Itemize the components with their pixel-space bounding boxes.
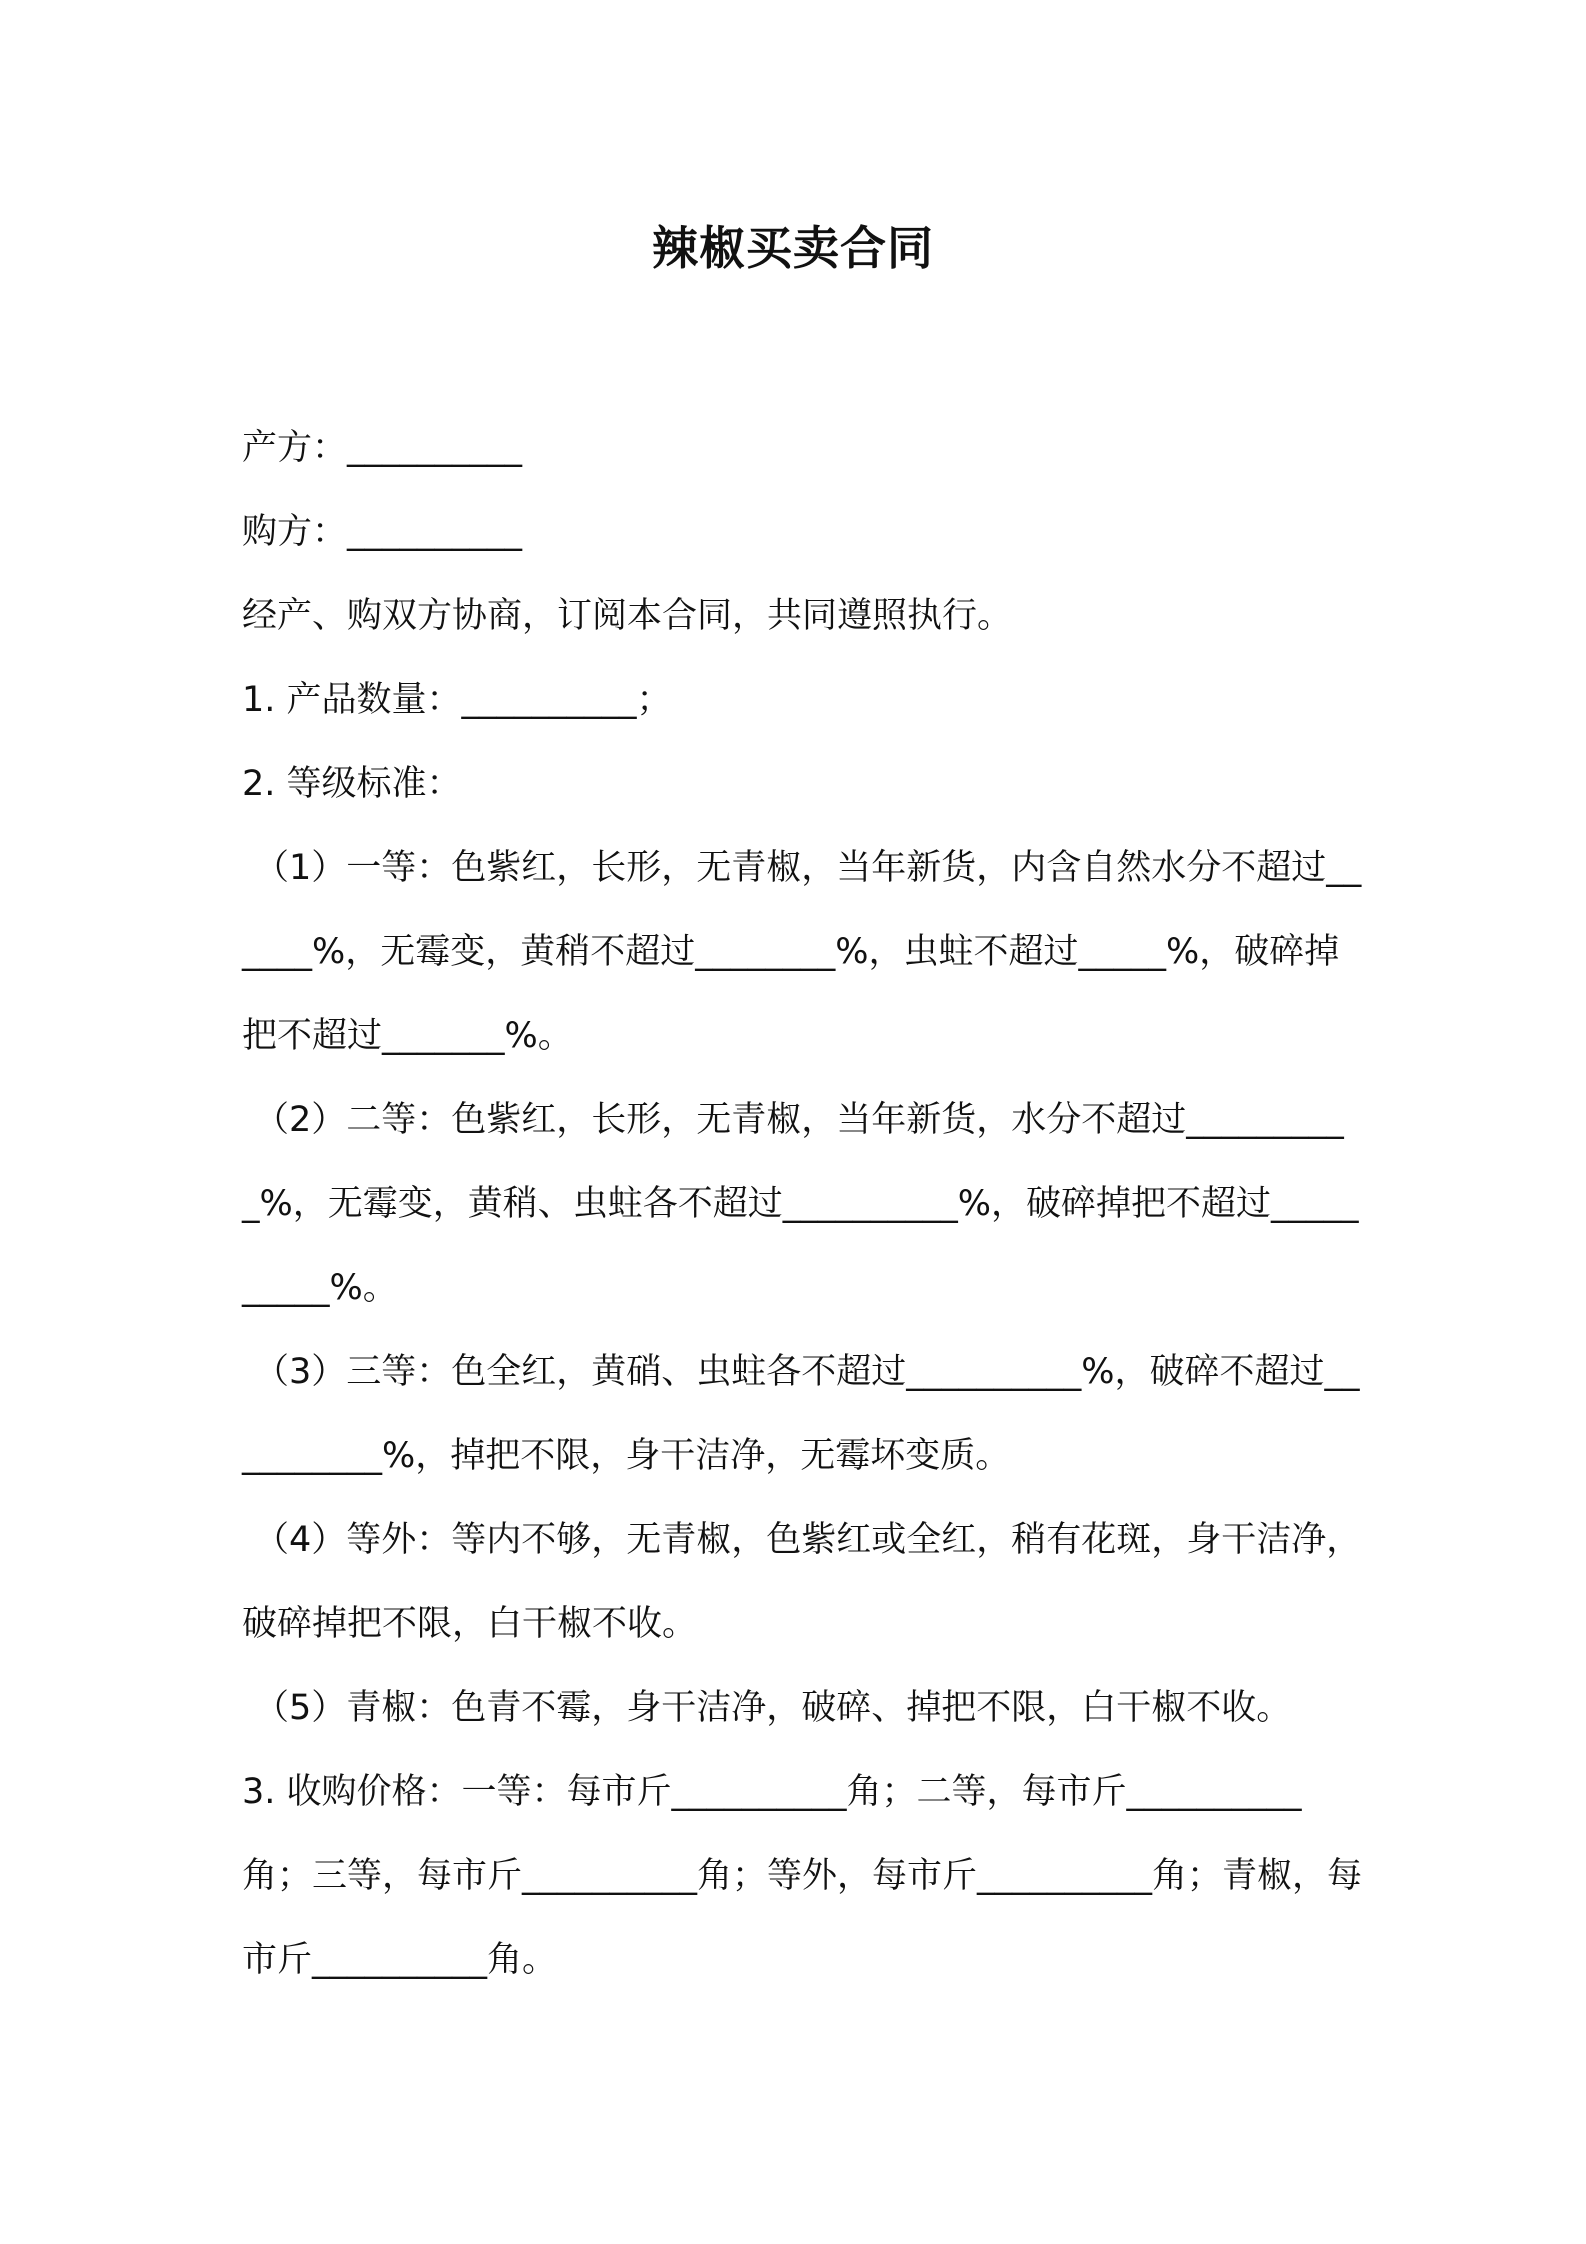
- grade-first: （1）一等：色紫红，长形，无青椒，当年新货，内含自然水分不超过______%，无霉变，黄稍不超过________%，虫蛀不超过_____%，破碎掉把不超过_______%。: [242, 848, 1362, 1056]
- grade-green-pepper: （5）青椒：色青不霉，身干洁净，破碎、掉把不限，白干椒不收。: [254, 1688, 1292, 1728]
- agreement-intro: 经产、购双方协商，订阅本合同，共同遵照执行。: [242, 596, 1013, 636]
- clause-grade-standard: 2. 等级标准：: [242, 764, 462, 804]
- document-title: 辣椒买卖合同: [652, 221, 934, 275]
- grade-second: （2）二等：色紫红，长形，无青椒，当年新货，水分不超过__________%，无霉变，黄稍、虫蛀各不超过__________%，破碎掉把不超过__________%。: [242, 1100, 1359, 1308]
- grade-outside: （4）等外：等内不够，无青椒，色紫红或全红，稍有花斑，身干洁净，破碎掉把不限，白干椒不收。: [242, 1520, 1362, 1644]
- grade-third: （3）三等：色全红，黄硝、虫蛀各不超过__________%，破碎不超过__________%，掉把不限，身干洁净，无霉坏变质。: [242, 1352, 1360, 1476]
- document-body: [242, 406, 1362, 2002]
- seller-line: 产方：__________: [242, 428, 523, 468]
- clause-price: 3. 收购价格：一等：每市斤__________角；二等，每市斤__________角；三等，每市斤__________角；等外，每市斤__________角；青椒，每市斤__________角。: [242, 1772, 1363, 1980]
- clause-quantity: 1. 产品数量：__________；: [242, 680, 672, 720]
- buyer-line: 购方：__________: [242, 512, 523, 552]
